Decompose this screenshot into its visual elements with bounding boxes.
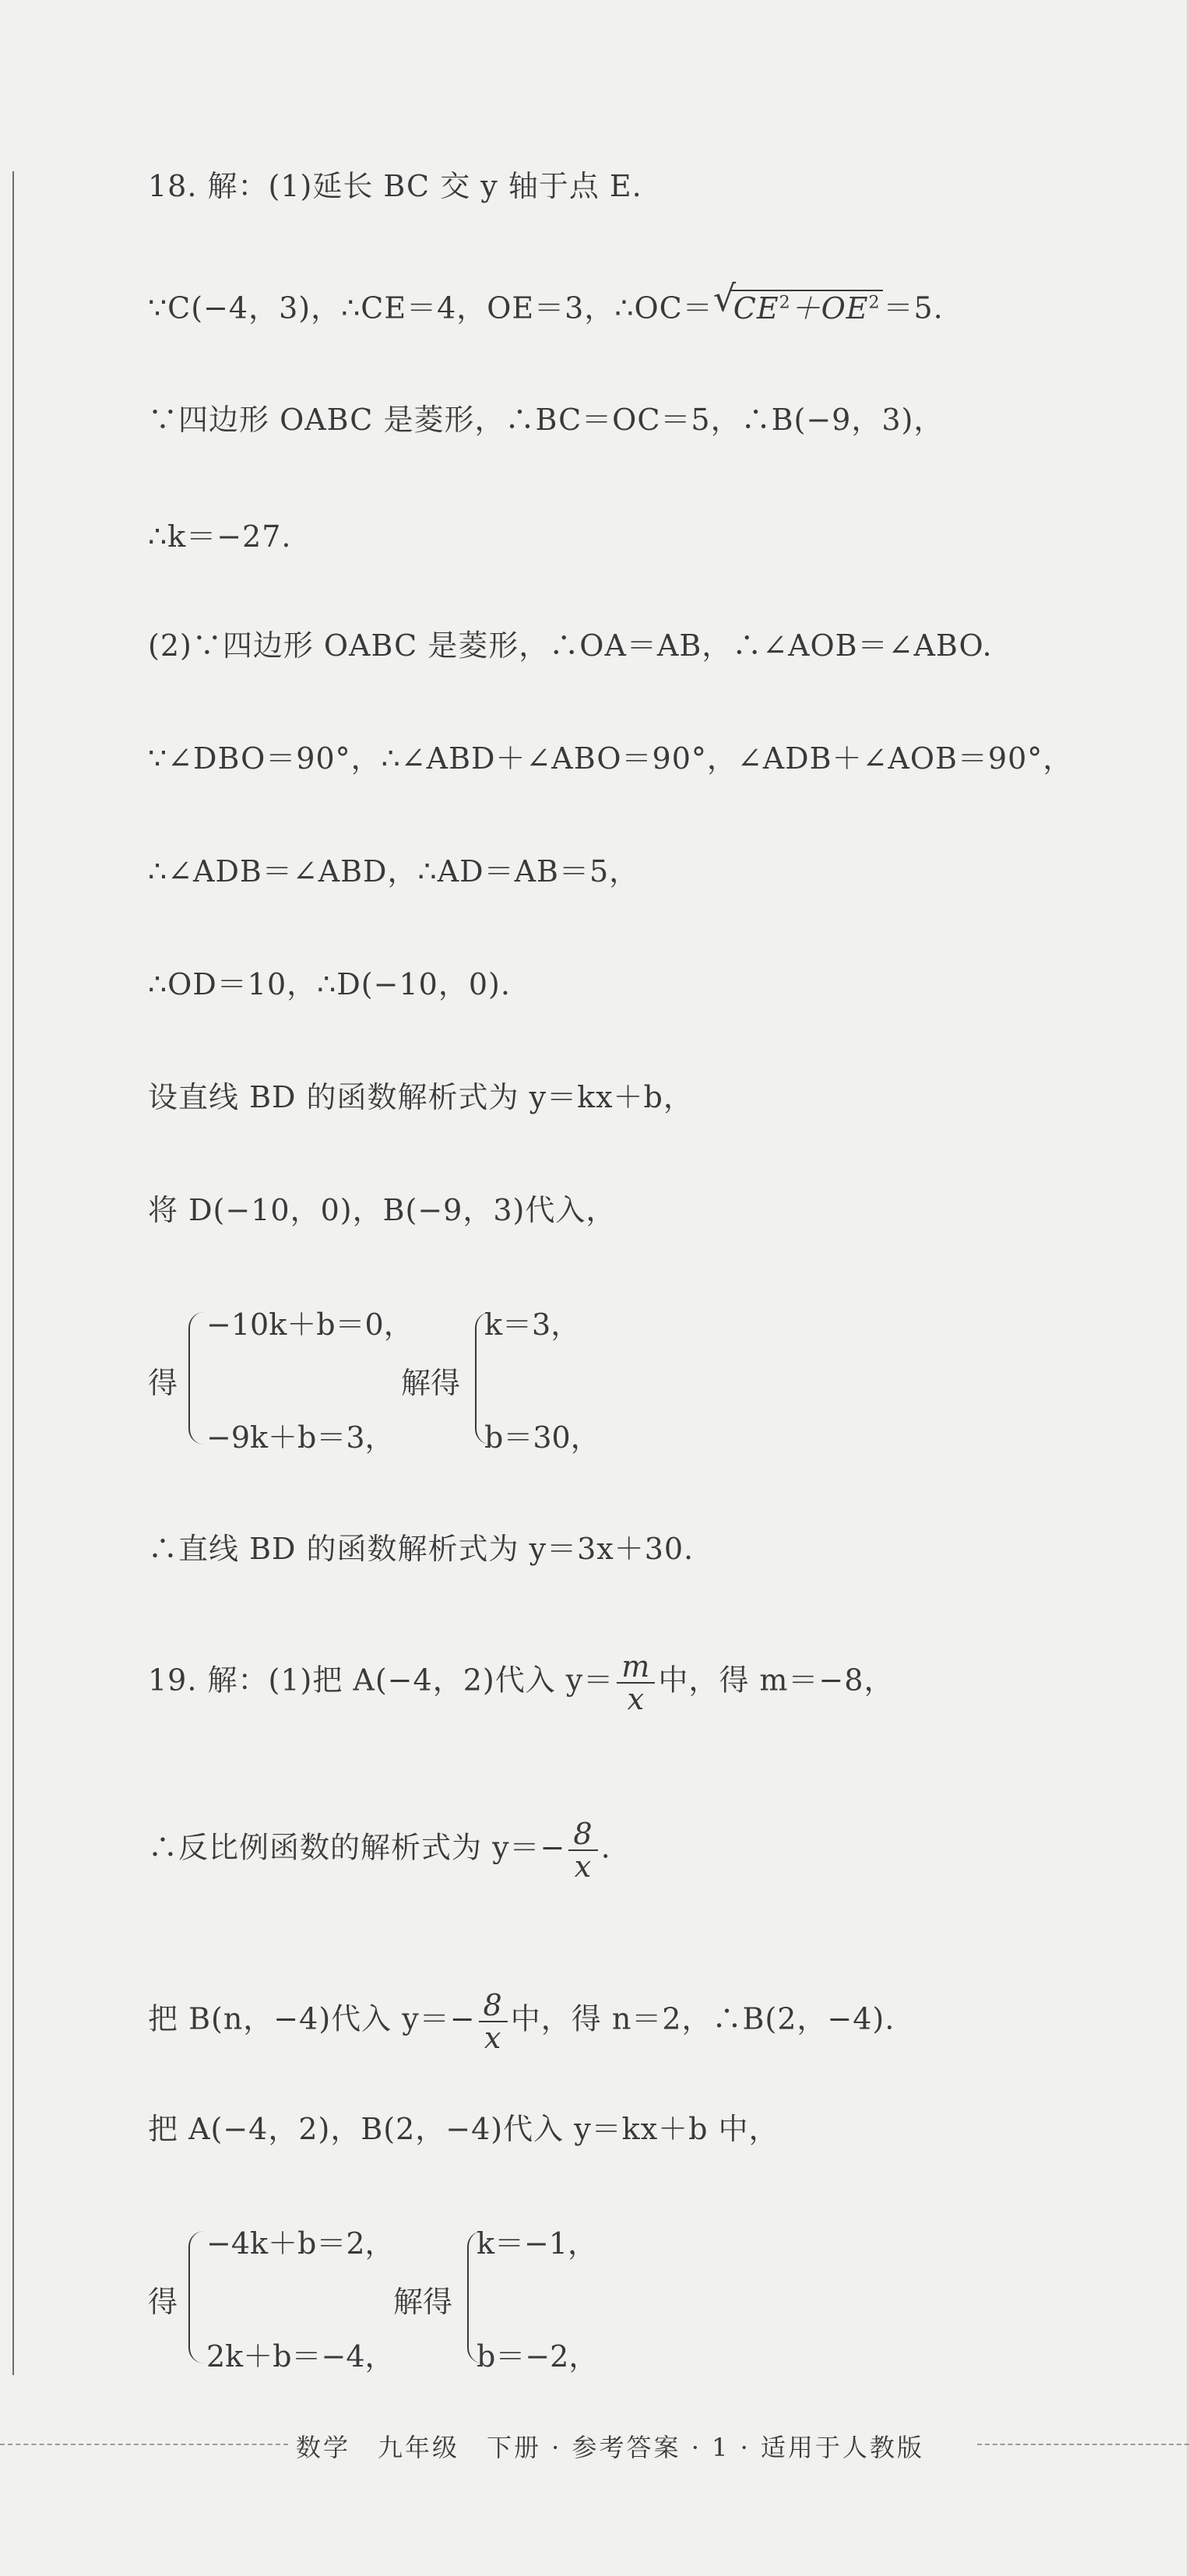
q18-line-5: (2)∵四边形 OABC 是菱形，∴OA＝AB，∴∠AOB＝∠ABO. [148,628,993,663]
q18-line-4: ∴k＝−27. [148,519,292,554]
footer-rule-left [0,2444,288,2445]
system-1-label: 得 [148,1366,178,1400]
q19-line-1 [148,1651,894,1715]
fraction-numerator: 8 [568,1818,597,1851]
fraction-denominator: x [627,1682,645,1716]
q18-line-2 [148,277,944,327]
q18-line-3: ∵四边形 OABC 是菱形，∴BC＝OC＝5，∴B(−9，3)， [148,403,945,437]
q18-line-10: 将 D(−10，0)，B(−9，3)代入， [148,1193,617,1227]
q18-conclusion: ∴直线 BD 的函数解析式为 y＝3x＋30. [148,1532,695,1566]
fraction-8-over-x [568,1818,597,1882]
system-2-solution-2: b＝−2， [477,2339,599,2374]
fraction-denominator: x [484,2021,502,2055]
q18-line-7: ∴∠ADB＝∠ABD，∴AD＝AB＝5， [148,854,640,889]
q18-line-1: 18. 解：(1)延长 BC 交 y 轴于点 E. [148,169,642,203]
system-2-label: 得 [148,2285,178,2319]
system-1-solution-1: k＝3， [484,1307,581,1342]
fraction-m-over-x [617,1651,655,1715]
q19-line-1-rest: 中，得 m＝−8， [658,1663,895,1698]
q19-line-3-text: 把 B(n，−4)代入 y＝− [148,2001,476,2036]
system-1-eq-2: −9k＋b＝3， [206,1420,395,1455]
fraction-denominator: x [574,1849,593,1884]
system-2-solution-1: k＝−1， [477,2226,598,2261]
system-1-brace [188,1312,207,1445]
q18-line-2-result: ＝5. [883,290,944,326]
q19-line-2-text: ∴反比例函数的解析式为 y＝− [148,1830,566,1865]
q19-line-3 [148,1990,895,2053]
footer-rule-right [977,2444,1189,2445]
q19-line-1-text: 19. 解：(1)把 A(−4，2)代入 y＝ [148,1663,614,1698]
system-2-eq-1: −4k＋b＝2， [206,2226,395,2261]
system-1-solution-2: b＝30， [484,1420,600,1455]
system-1-eq-1: −10k＋b＝0， [206,1307,413,1342]
fraction-8-over-x [479,1990,508,2053]
sqrt-term-ce: CE [733,290,779,326]
q18-line-2-text: ∵C(−4，3)，∴CE＝4，OE＝3，∴OC＝ [148,290,713,326]
fraction-numerator: 8 [479,1990,508,2022]
sqrt-expression: √ $CE^2+OE^2$ [713,284,884,327]
q19-line-4: 把 A(−4，2)，B(2，−4)代入 y＝kx＋b 中， [148,2112,779,2146]
system-1-solve-label: 解得 [401,1366,461,1400]
footer-text: 数学 九年级 下册 · 参考答案 · 1 · 适用于人教版 [296,2433,924,2462]
sqrt-term-oe: ＋OE [790,290,869,326]
q18-line-6: ∵∠DBO＝90°，∴∠ABD＋∠ABO＝90°，∠ADB＋∠AOB＝90°， [148,741,1074,776]
system-2-brace [188,2231,207,2363]
system-2-eq-2: 2k＋b＝−4， [206,2339,395,2374]
left-margin-line [12,171,14,2375]
q19-line-2-rest: . [600,1830,611,1865]
fraction-numerator: m [617,1651,655,1684]
system-2-solve-label: 解得 [393,2285,453,2319]
q18-line-9: 设直线 BD 的函数解析式为 y＝kx＋b， [148,1080,694,1114]
q19-line-2 [148,1818,611,1882]
q18-line-8: ∴OD＝10，∴D(−10，0). [148,967,511,1001]
q19-line-3-rest: 中，得 n＝2，∴B(2，−4). [510,2001,895,2036]
